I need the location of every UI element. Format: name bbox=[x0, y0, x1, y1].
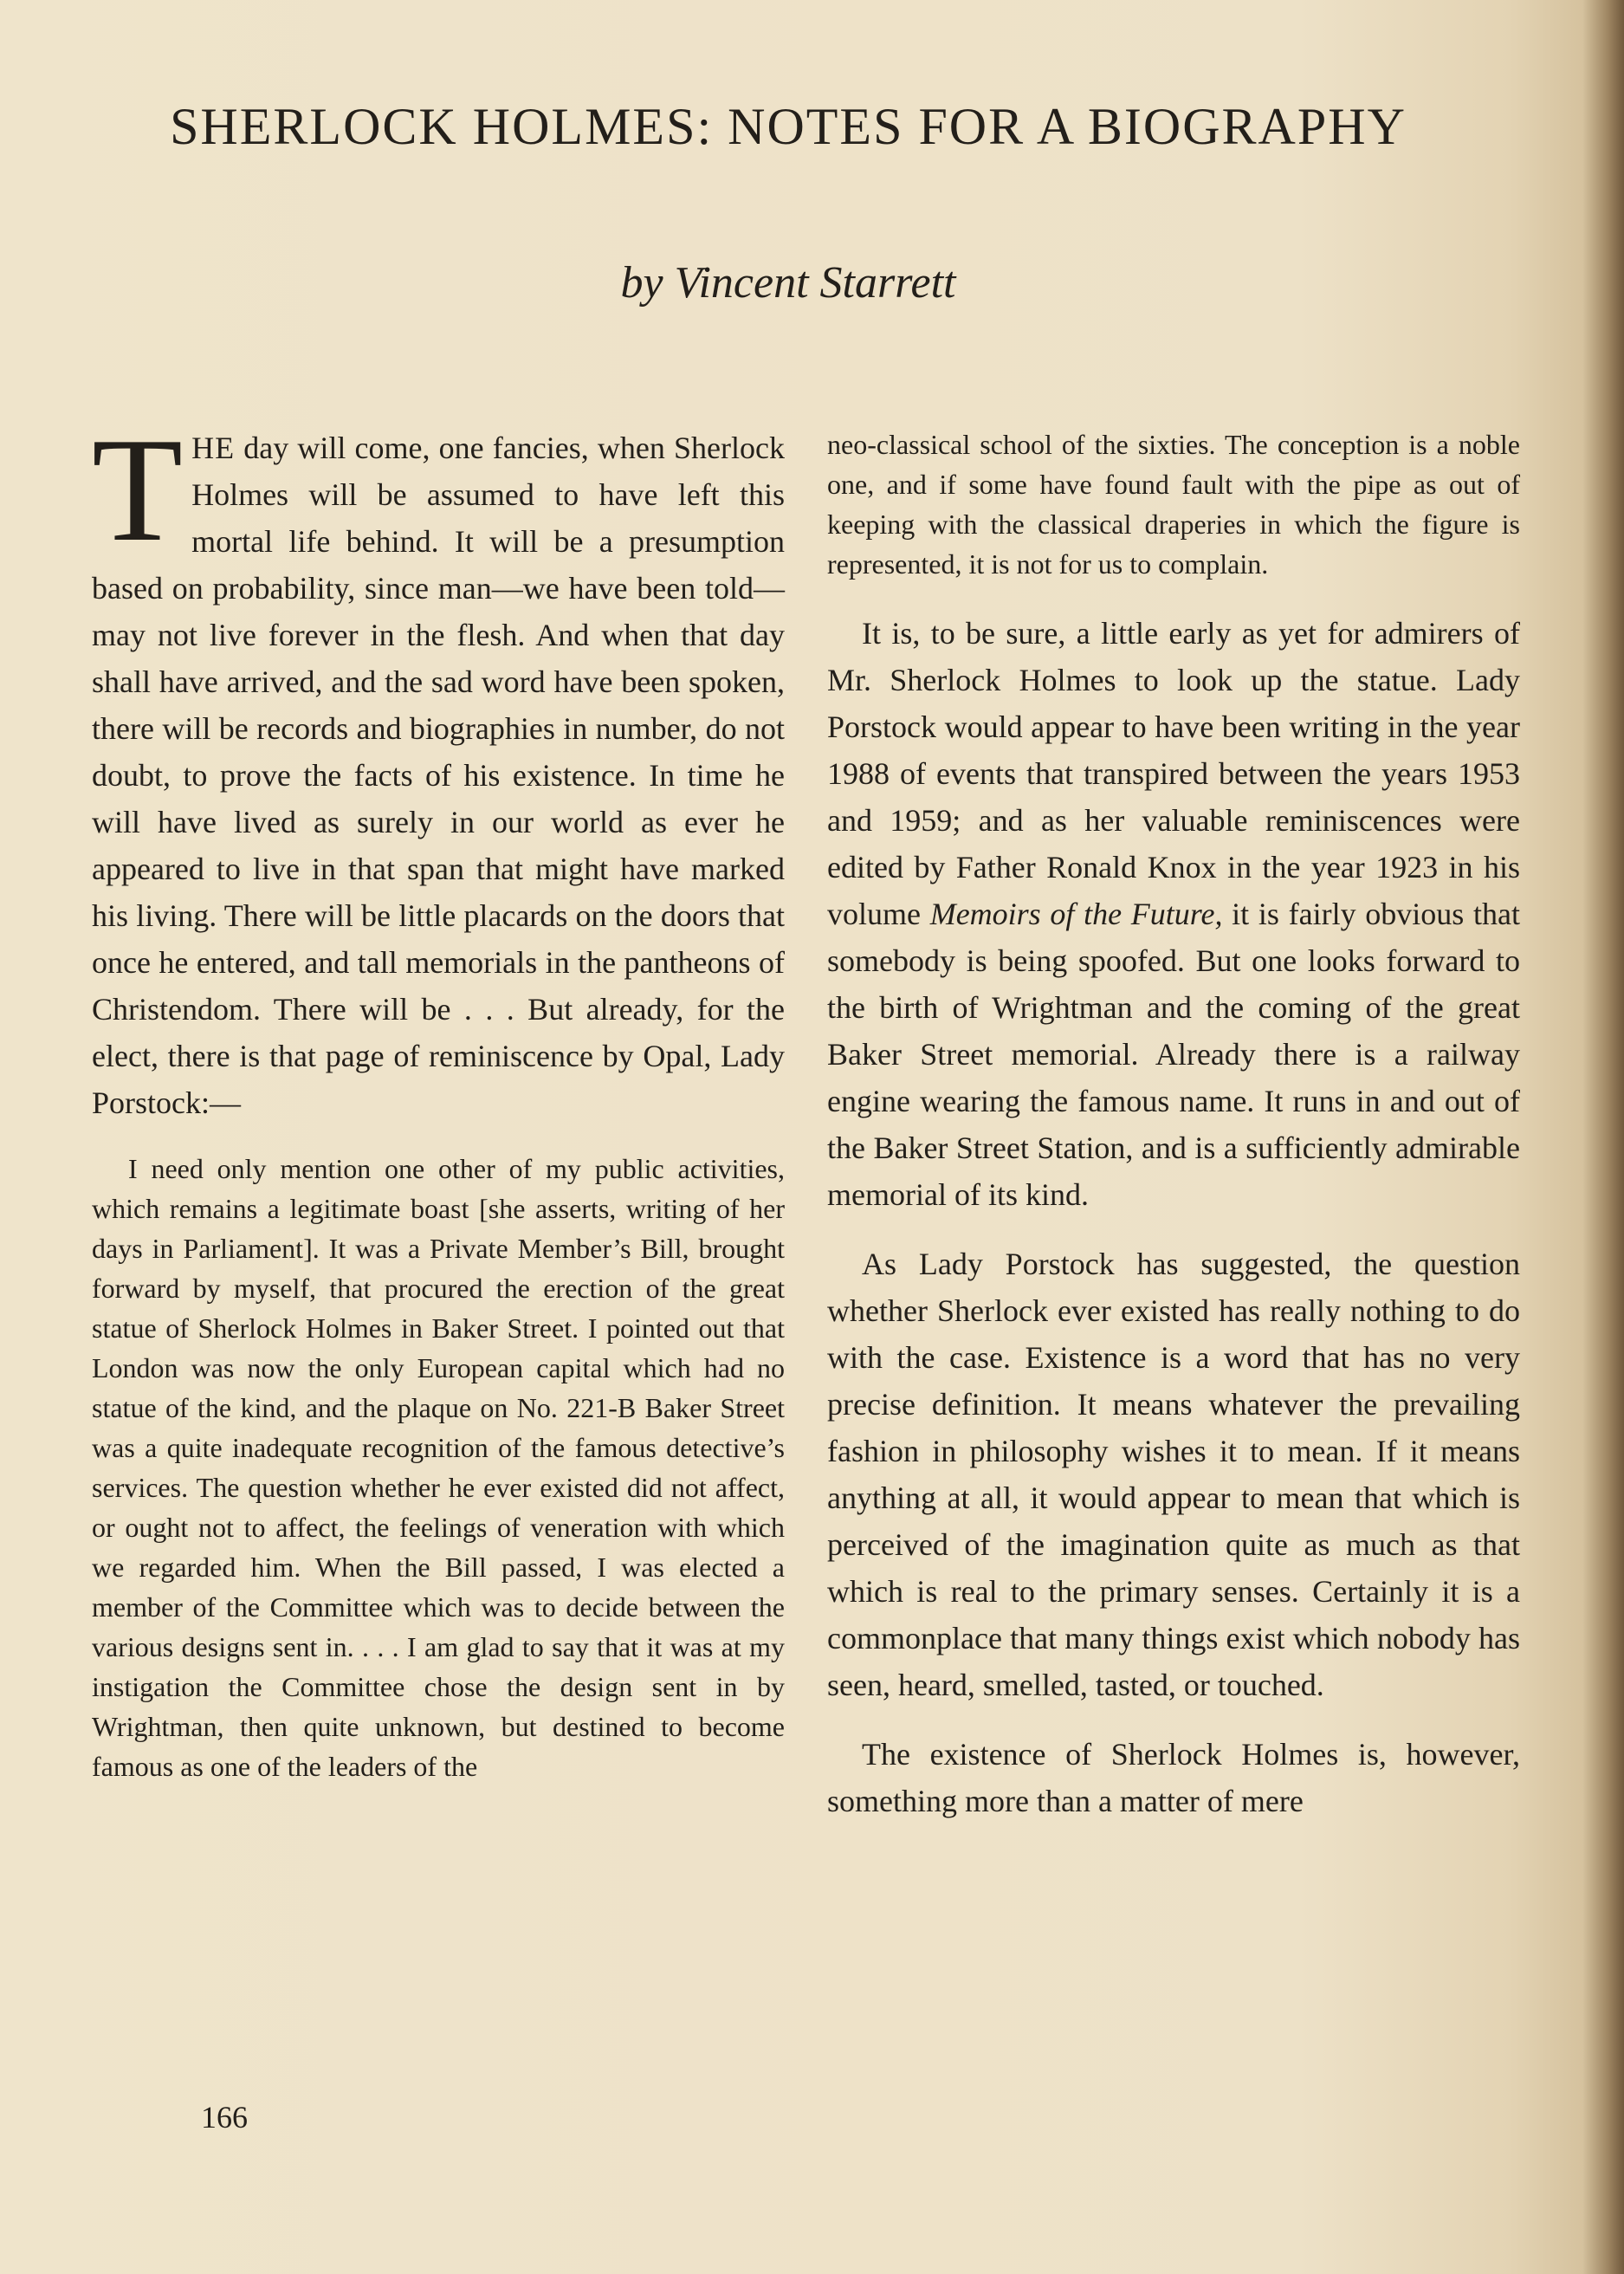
left-column bbox=[92, 408, 785, 1786]
book-title: Memoirs of the Future, bbox=[929, 897, 1223, 931]
paragraph-statue-text-1: It is, to be sure, a little early as yet for admirers of Mr. Sherlock Holmes to look up the statue. Lady Porstock would appear to have been writing in the year 1988 of events that transpired between the years 1953 and 1959; and as her valuable reminiscences were edited by Father Ronald Knox in the year 1923 in his volume bbox=[827, 616, 1520, 931]
quote-continued: neo-classical school of the sixties. The conception is a noble one, and if some have found fault with the pipe as out of keeping with the classical draperies in which the figure is represented, it is not for us to complain. bbox=[827, 429, 1520, 580]
opening-paragraph bbox=[92, 408, 785, 1126]
right-column bbox=[827, 424, 1520, 1847]
article-byline: by Vincent Starrett bbox=[620, 258, 956, 308]
paragraph-statue bbox=[827, 610, 1520, 1218]
opening-small-caps: HE bbox=[191, 431, 236, 465]
drop-cap: T bbox=[92, 408, 184, 573]
article-title: SHERLOCK HOLMES: NOTES FOR A BIOGRAPHY bbox=[170, 98, 1407, 155]
paragraph-existence: As Lady Porstock has suggested, the question whether Sherlock ever existed has really nothing to do with the case. Existence is a word that has no very precise definition. It means whatever the prevailing fashion in philosophy wishes it to mean. If it means anything at all, it would appear to mean that which is perceived of the imagination quite as much as that which is real to the primary senses. Certainly it is a commonplace that many things exist which nobody has seen, heard, smelled, tasted, or touched. bbox=[827, 1247, 1520, 1702]
book-spine-shadow bbox=[1582, 0, 1624, 2274]
page-number: 166 bbox=[201, 2100, 248, 2135]
paragraph-closing: The existence of Sherlock Holmes is, however, something more than a matter of mere bbox=[827, 1737, 1520, 1818]
opening-paragraph-text: day will come, one fancies, when Sherlock Holmes will be assumed to have left this mortal life behind. It will be a presumption based on probability, since man—we have been told—may not live forever in the flesh. And when that day shall have arrived, and the sad word have been spoken, there will be records and biographies in number, do not doubt, to prove the facts of his existence. In time he will have lived as surely in our world as ever he appeared to live in that span that might have marked his living. There will be little placards on the doors that once he entered, and tall memorials in the pantheons of Christendom. There will be . . . But already, for the elect, there is that page of reminiscence by Opal, Lady Porstock:— bbox=[92, 431, 785, 1120]
paragraph-statue-text-2: it is fairly obvious that somebody is being spoofed. But one looks forward to the birth of Wrightman and the coming of the great Baker Street memorial. Already there is a railway engine wearing the famous name. It runs in and out of the Baker Street Station, and is a sufficiently admirable memorial of its kind. bbox=[827, 897, 1521, 1212]
reminiscence-quote: I need only mention one other of my public activities, which remains a legitimate boast [she asserts, writing of her days in Parliament]. It was a Private Member’s Bill, brought forward by myself, that procured the erection of the great statue of Sherlock Holmes in Baker Street. I pointed out that London was now the only European capital which had no statue of the kind, and the plaque on No. 221-B Baker Street was a quite inadequate recognition of the famous detective’s services. The question whether he ever existed did not affect, or ought not to affect, the feelings of veneration with which we regarded him. When the Bill passed, I was elected a member of the Committee which was to decide between the various designs sent in. . . . I am glad to say that it was at my instigation the Committee chose the design sent in by Wrightman, then quite unknown, but destined to become famous as one of the leaders of the bbox=[92, 1153, 785, 1782]
